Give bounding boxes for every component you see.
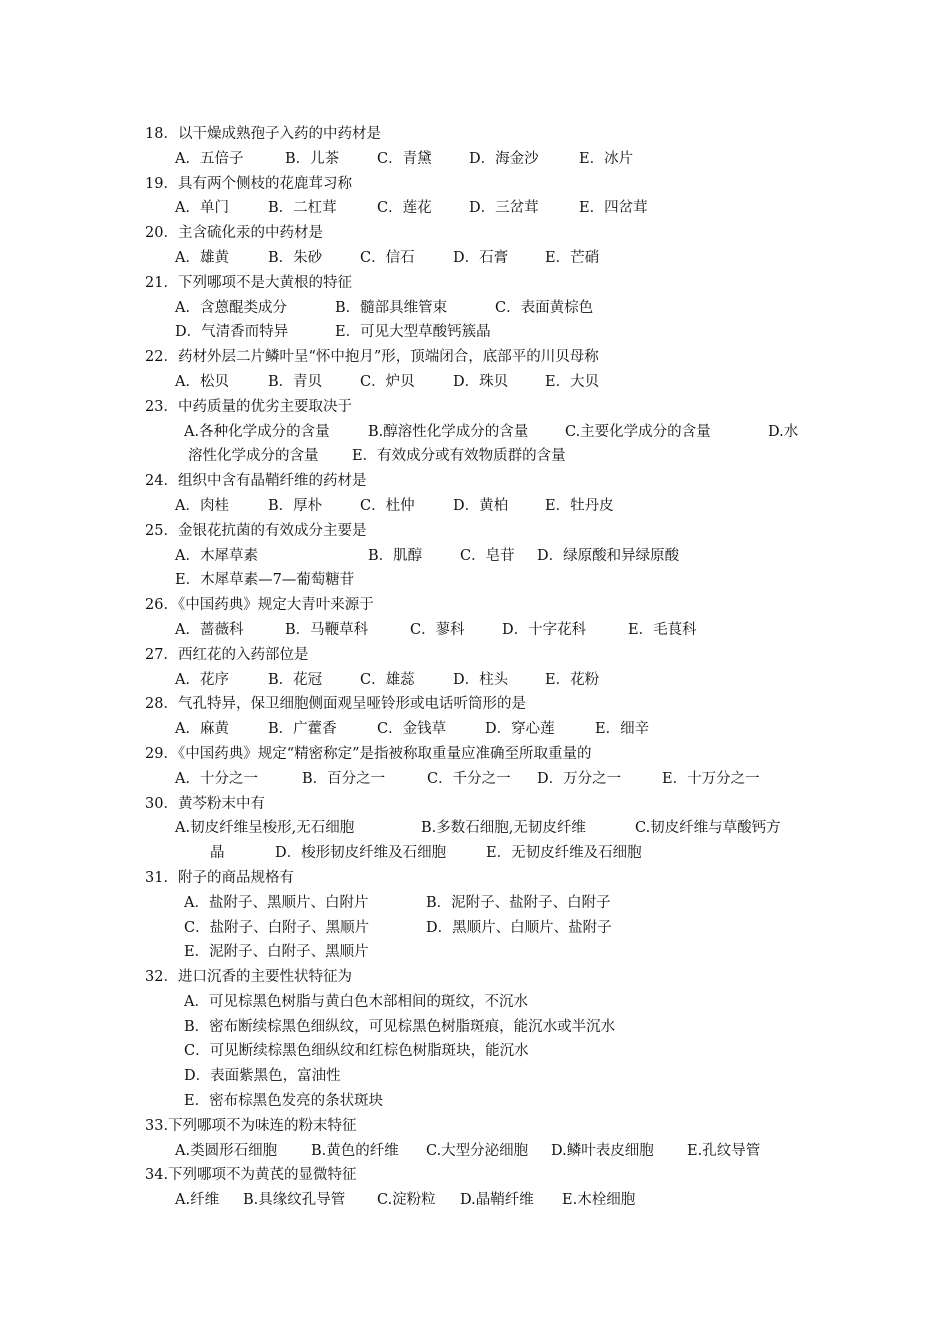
answer-option: D．三岔茸 <box>469 200 539 217</box>
question-stem-q32: 32．进口沉香的主要性状特征为 <box>145 969 352 986</box>
option-row <box>0 916 950 941</box>
answer-option: C．青黛 <box>377 150 432 167</box>
answer-option: E．四岔茸 <box>579 200 648 217</box>
option-row <box>0 1139 950 1164</box>
question-stem-q33: 33.下列哪项不为味连的粉末特征 <box>145 1117 357 1134</box>
answer-option: A．单门 <box>175 200 229 217</box>
answer-option: B.黄色的纤维 <box>311 1142 399 1159</box>
option-row <box>0 891 950 916</box>
option-row <box>0 1188 950 1213</box>
answer-option: D．穿心莲 <box>485 721 555 738</box>
answer-option: E．可见大型草酸钙簇晶 <box>335 324 491 341</box>
option-row <box>0 494 950 519</box>
answer-option: C．信石 <box>360 249 415 266</box>
answer-option: E．密布棕黑色发亮的条状斑块 <box>184 1093 384 1110</box>
answer-option: A．雄黄 <box>175 249 229 266</box>
answer-option: C．炉贝 <box>360 373 415 390</box>
answer-option: D．十字花科 <box>502 621 587 638</box>
answer-option: C．盐附子、白附子、黑顺片 <box>184 919 370 936</box>
answer-option: E．泥附子、白附子、黑顺片 <box>184 944 369 961</box>
answer-option: E．无韧皮纤维及石细胞 <box>486 845 642 862</box>
question-stem-q21: 21．下列哪项不是大黄根的特征 <box>145 274 352 291</box>
answer-option: E.木栓细胞 <box>562 1192 636 1209</box>
option-row <box>0 1039 950 1064</box>
answer-option: C．莲花 <box>377 200 432 217</box>
answer-option: B.多数石细胞,无韧皮纤维 <box>421 820 586 837</box>
answer-option: A．盐附子、黑顺片、白附片 <box>184 894 369 911</box>
answer-option: D.晶鞘纤维 <box>460 1192 534 1209</box>
option-row <box>0 1064 950 1089</box>
answer-option: B．密布断续棕黑色细纵纹，可见棕黑色树脂斑痕，能沉水或半沉水 <box>184 1018 616 1035</box>
answer-option: D.水 <box>768 423 799 440</box>
answer-option: B．二杠茸 <box>268 200 337 217</box>
answer-option: B．泥附子、盐附子、白附子 <box>426 894 611 911</box>
answer-option: B．肌醇 <box>368 547 423 564</box>
answer-option: B．花冠 <box>268 671 323 688</box>
answer-option: C．雄蕊 <box>360 671 415 688</box>
question-stem-q30: 30．黄芩粉末中有 <box>145 795 265 812</box>
option-row <box>0 816 950 841</box>
answer-option: B.醇溶性化学成分的含量 <box>368 423 529 440</box>
option-row <box>0 668 950 693</box>
question-stem-q29: 29．《中国药典》规定“精密称定”是指被称取重量应准确至所取重量的 <box>145 745 592 762</box>
answer-option: D．黄柏 <box>453 497 509 514</box>
answer-option: B．马鞭草科 <box>285 621 369 638</box>
answer-option: D.鳞叶表皮细胞 <box>551 1142 654 1159</box>
option-row <box>0 370 950 395</box>
answer-option: E.孔纹导管 <box>687 1142 761 1159</box>
answer-option: C．杜仲 <box>360 497 415 514</box>
answer-option: D．表面紫黑色，富油性 <box>184 1068 341 1085</box>
answer-option: E．十万分之一 <box>662 770 760 787</box>
answer-option: A．含蒽醌类成分 <box>175 299 287 316</box>
answer-option: 晶 <box>210 845 225 862</box>
answer-option: B．儿茶 <box>285 150 340 167</box>
answer-option: B．朱砂 <box>268 249 323 266</box>
question-stem-q28: 28．气孔特异，保卫细胞侧面观呈哑铃形或电话听筒形的是 <box>145 696 526 713</box>
answer-option: A．十分之一 <box>175 770 258 787</box>
question-stem-q22: 22．药材外层二片鳞叶呈“怀中抱月”形，顶端闭合，底部平的川贝母称 <box>145 349 599 366</box>
question-stem-q18: 18．以干燥成熟孢子入药的中药材是 <box>145 126 381 142</box>
answer-option: D．气清香而特异 <box>175 324 289 341</box>
option-row <box>0 196 950 221</box>
option-row <box>0 444 950 469</box>
answer-option: A．五倍子 <box>175 150 244 167</box>
answer-option: E．细辛 <box>595 721 650 738</box>
answer-option: E．有效成分或有效物质群的含量 <box>352 448 566 465</box>
answer-option: D．绿原酸和异绿原酸 <box>537 547 680 564</box>
question-stem-q20: 20．主含硫化汞的中药材是 <box>145 225 323 242</box>
answer-option: B．厚朴 <box>268 497 323 514</box>
answer-option: A．肉桂 <box>175 497 229 514</box>
answer-option: A．麻黄 <box>175 721 229 738</box>
question-stem-q24: 24．组织中含有晶鞘纤维的药材是 <box>145 473 367 490</box>
answer-option: E．大贝 <box>545 373 600 390</box>
answer-option: A.各种化学成分的含量 <box>184 423 330 440</box>
answer-option: C．千分之一 <box>427 770 511 787</box>
answer-option: B．青贝 <box>268 373 323 390</box>
answer-option: D．梭形韧皮纤维及石细胞 <box>275 845 447 862</box>
option-row <box>0 1015 950 1040</box>
option-row <box>0 618 950 643</box>
answer-option: E．冰片 <box>579 150 634 167</box>
answer-option: B．髓部具维管束 <box>335 299 448 316</box>
answer-option: C．皂苷 <box>460 547 515 564</box>
option-row <box>0 1089 950 1114</box>
answer-option: A．松贝 <box>175 373 229 390</box>
option-row <box>0 940 950 965</box>
question-stem-q31: 31．附子的商品规格有 <box>145 869 294 886</box>
answer-option: B．百分之一 <box>302 770 386 787</box>
answer-option: A.类圆形石细胞 <box>175 1142 278 1159</box>
answer-option: C.淀粉粒 <box>377 1192 436 1209</box>
option-row <box>0 320 950 345</box>
question-stem-q23: 23．中药质量的优劣主要取决于 <box>145 398 352 415</box>
answer-option: A．木犀草素 <box>175 547 258 564</box>
answer-option: A.纤维 <box>175 1192 220 1209</box>
answer-option: D．石膏 <box>453 249 509 266</box>
question-stem-q27: 27．西红花的入药部位是 <box>145 646 309 663</box>
option-row <box>0 568 950 593</box>
answer-option: C．蓼科 <box>410 621 465 638</box>
answer-option: D．海金沙 <box>469 150 539 167</box>
answer-option: A．花序 <box>175 671 229 688</box>
answer-option: B．广藿香 <box>268 721 337 738</box>
option-row <box>0 147 950 172</box>
answer-option: C．表面黄棕色 <box>495 299 594 316</box>
answer-option: D．万分之一 <box>537 770 622 787</box>
option-row <box>0 420 950 445</box>
question-stem-q34: 34.下列哪项不为黄芪的显微特征 <box>145 1167 357 1184</box>
option-row <box>0 841 950 866</box>
answer-option: E．木犀草素—7—葡萄糖苷 <box>175 572 355 589</box>
answer-option: D．黑顺片、白顺片、盐附子 <box>426 919 612 936</box>
answer-option: E．毛茛科 <box>628 621 697 638</box>
answer-option: A．可见棕黑色树脂与黄白色木部相间的斑纹，不沉水 <box>184 993 528 1010</box>
answer-option: C．可见断续棕黑色细纵纹和红棕色树脂斑块，能沉水 <box>184 1043 529 1060</box>
option-row <box>0 246 950 271</box>
option-row <box>0 767 950 792</box>
question-stem-q25: 25．金银花抗菌的有效成分主要是 <box>145 522 367 539</box>
answer-option: C.主要化学成分的含量 <box>565 423 711 440</box>
document-page <box>0 122 950 1213</box>
question-stem-q19: 19．具有两个侧枝的花鹿茸习称 <box>145 175 352 192</box>
answer-option: 溶性化学成分的含量 <box>188 448 319 465</box>
answer-option: E．芒硝 <box>545 249 600 266</box>
answer-option: D．柱头 <box>453 671 509 688</box>
question-stem-q26: 26．《中国药典》规定大青叶来源于 <box>145 597 374 614</box>
option-row <box>0 544 950 569</box>
answer-option: B.具缘纹孔导管 <box>243 1192 346 1209</box>
answer-option: E．牡丹皮 <box>545 497 614 514</box>
answer-option: A．蔷薇科 <box>175 621 244 638</box>
answer-option: E．花粉 <box>545 671 600 688</box>
option-row <box>0 990 950 1015</box>
answer-option: C.大型分泌细胞 <box>426 1142 529 1159</box>
option-row <box>0 717 950 742</box>
answer-option: C.韧皮纤维与草酸钙方 <box>635 820 781 837</box>
answer-option: A.韧皮纤维呈梭形,无石细胞 <box>175 820 355 837</box>
option-row <box>0 296 950 321</box>
answer-option: D．珠贝 <box>453 373 509 390</box>
answer-option: C．金钱草 <box>377 721 447 738</box>
